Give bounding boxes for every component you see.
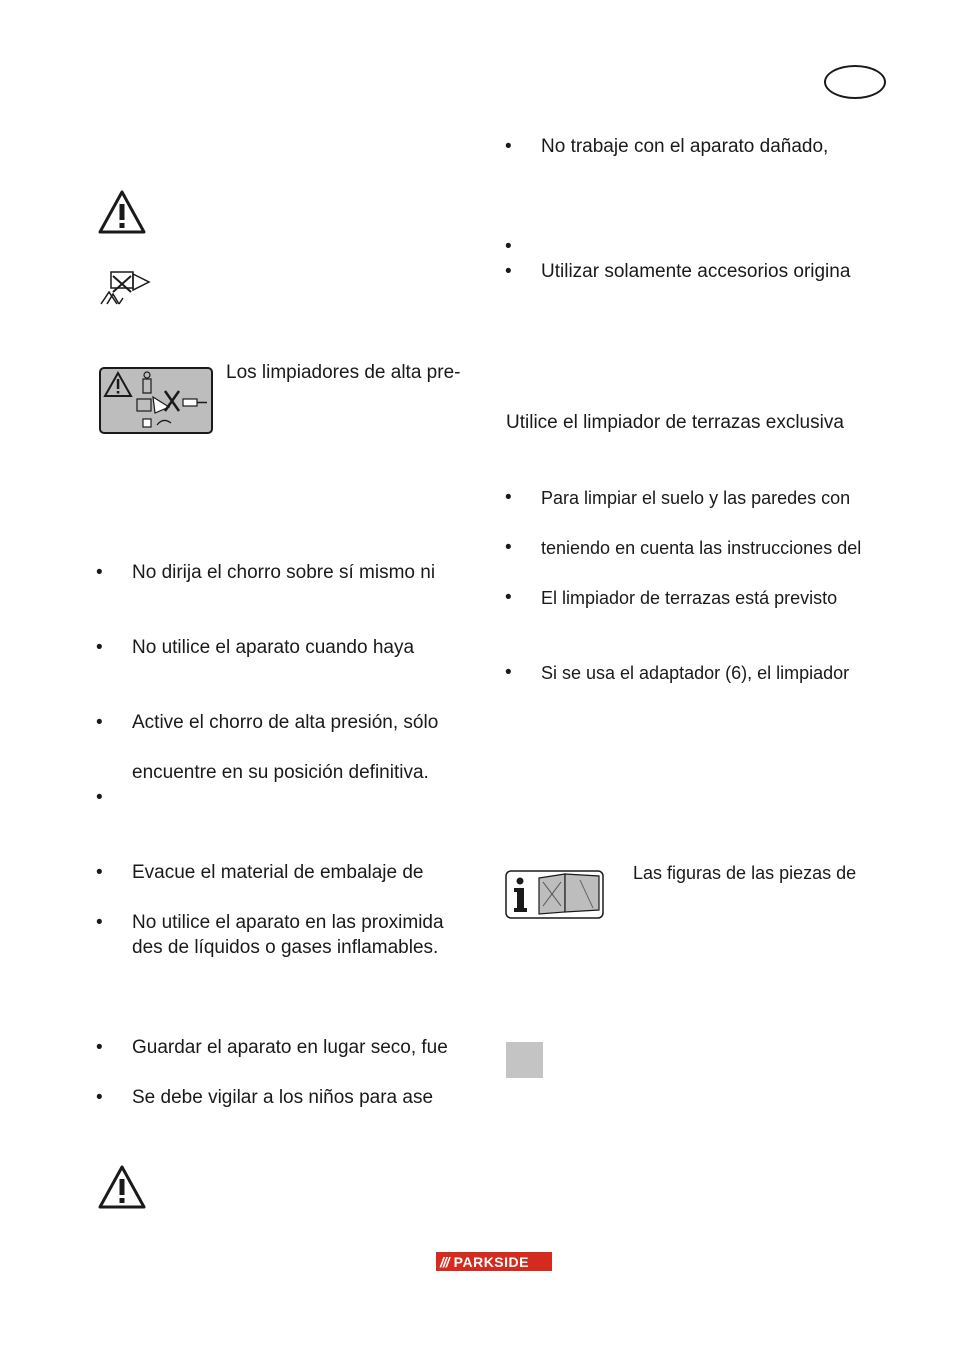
list-item: Si se usa el adaptador (6), el limpiador [541, 663, 850, 683]
list-item: No dirija el chorro sobre sí mismo ni [132, 562, 436, 583]
bullet-marker: • [96, 862, 103, 883]
parkside-logo [436, 1252, 552, 1271]
pressure-washer-warning-label-icon [99, 367, 213, 434]
list-item: Evacue el material de embalaje de [132, 862, 424, 883]
warning-triangle-icon [97, 189, 147, 235]
bullet-marker: • [505, 136, 512, 157]
bullet-marker: • [96, 787, 103, 808]
bullet-marker: • [96, 712, 103, 733]
bullet-marker: • [96, 1037, 103, 1058]
list-item: Active el chorro de alta presión, sólo [132, 712, 439, 733]
list-item: teniendo en cuenta las instrucciones del [541, 538, 862, 558]
list-item-continuation: encuentre en su posición definitiva. [132, 762, 429, 783]
list-item: El limpiador de terrazas está previsto [541, 588, 838, 608]
bullet-marker: • [505, 537, 512, 558]
info-manual-icon [505, 870, 604, 919]
bullet-marker: • [96, 1087, 103, 1108]
list-item: Utilizar solamente accesorios origina [541, 261, 851, 282]
gray-marker-box [506, 1042, 543, 1078]
bullet-marker: • [505, 487, 512, 508]
intro-text: Los limpiadores de alta pre- [226, 362, 461, 383]
bullet-marker: • [505, 662, 512, 683]
bullet-marker: • [96, 912, 103, 933]
logo-slashes: /// [440, 1253, 449, 1270]
no-spray-on-devices-icon [97, 268, 153, 308]
warning-triangle-icon [97, 1164, 147, 1210]
logo-text: PARKSIDE [453, 1253, 529, 1270]
list-item: Se debe vigilar a los niños para ase [132, 1087, 434, 1108]
list-item: No trabaje con el aparato dañado, [541, 136, 829, 157]
bullet-marker: • [96, 562, 103, 583]
bullet-marker: • [505, 261, 512, 282]
bullet-marker: • [96, 637, 103, 658]
intended-use-text: Utilice el limpiador de terrazas exclusiva [506, 412, 844, 433]
figures-text: Las figuras de las piezas de [633, 863, 857, 883]
bullet-marker: • [505, 236, 512, 257]
list-item: Guardar el aparato en lugar seco, fue [132, 1037, 448, 1058]
list-item-continuation: des de líquidos o gases inflamables. [132, 937, 439, 958]
bullet-marker: • [505, 587, 512, 608]
list-item: Para limpiar el suelo y las paredes con [541, 488, 851, 508]
list-item: No utilice el aparato en las proximida [132, 912, 444, 933]
language-badge [824, 65, 886, 99]
list-item: No utilice el aparato cuando haya [132, 637, 415, 658]
